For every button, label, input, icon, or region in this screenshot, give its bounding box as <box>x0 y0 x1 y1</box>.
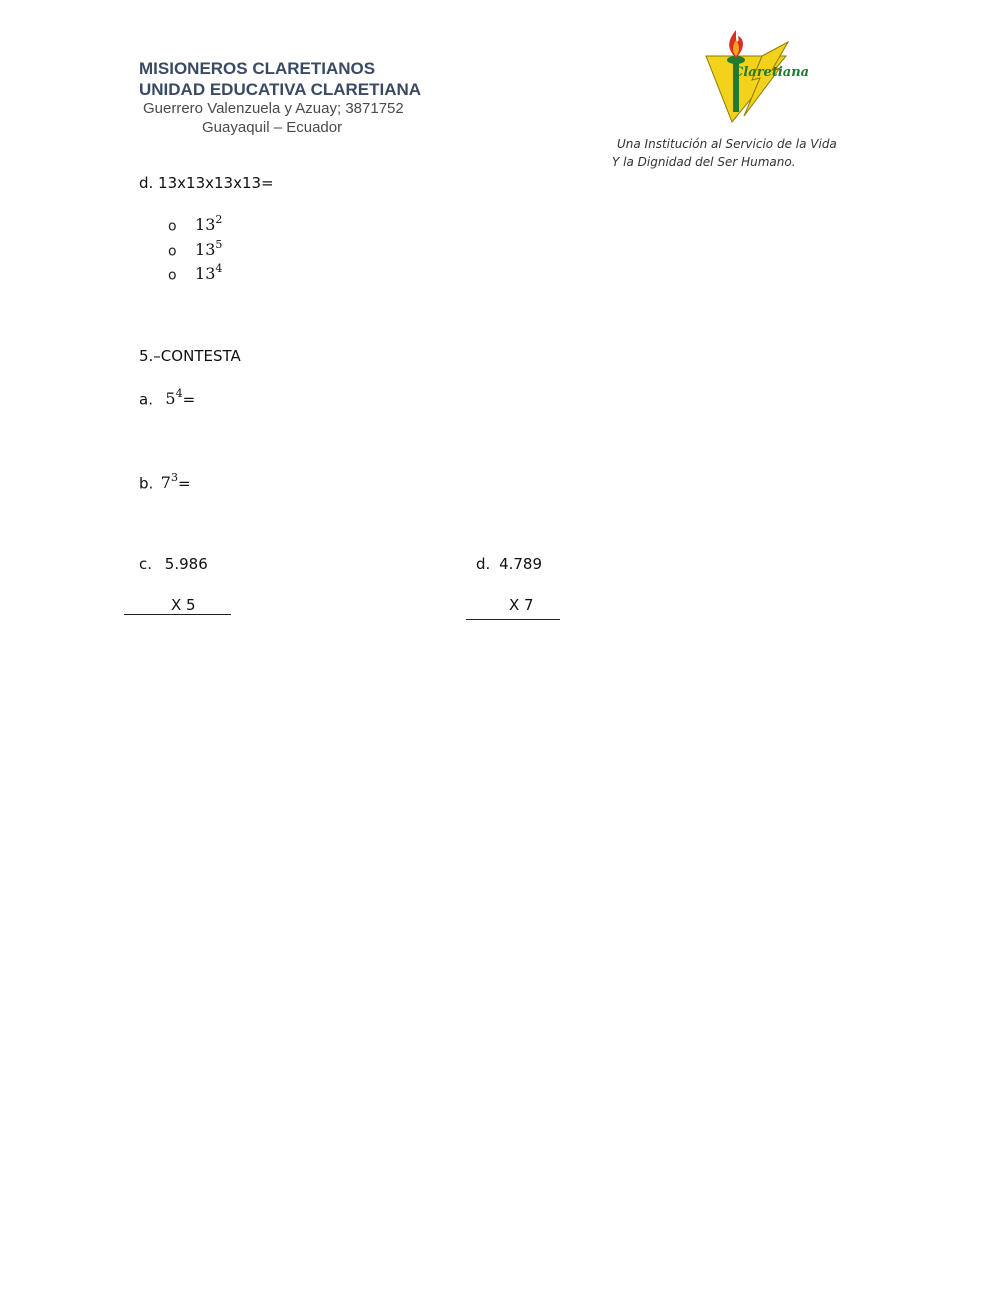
school-order-name: MISIONEROS CLARETIANOS <box>139 59 376 78</box>
school-address: Guerrero Valenzuela y Azuay; 3871752 <box>143 100 404 117</box>
option-exponent: 5 <box>215 238 223 251</box>
item-b-equals: = <box>177 474 191 493</box>
item-a <box>139 388 195 409</box>
item-b-base: 7 <box>160 473 171 493</box>
option-base: 13 <box>195 215 216 235</box>
motto-line-2: Y la Dignidad del Ser Humano. <box>612 155 796 169</box>
item-a-label: a. <box>139 390 153 409</box>
claretiana-logo-icon <box>700 26 810 126</box>
item-a-base: 5 <box>165 389 176 409</box>
item-d-multiplier: X 7 <box>509 596 534 614</box>
question-d-prompt: d. 13x13x13x13= <box>139 174 274 192</box>
motto-line-1: Una Institución al Servicio de la Vida <box>617 137 837 151</box>
item-d-label: d. <box>476 555 491 573</box>
option-exponent: 4 <box>215 262 223 275</box>
item-b-label: b. <box>139 474 154 493</box>
item-d <box>476 555 542 573</box>
option-base: 13 <box>195 264 216 284</box>
section-5-title: 5.–CONTESTA <box>139 347 241 365</box>
logo-text: Claretiana <box>733 65 810 80</box>
option-3 <box>168 263 222 284</box>
item-c-number: 5.986 <box>164 555 208 573</box>
item-b-exponent: 3 <box>170 471 178 484</box>
option-exponent: 2 <box>215 213 223 226</box>
item-a-equals: = <box>182 390 196 409</box>
item-d-number: 4.789 <box>499 555 543 573</box>
item-c-label: c. <box>139 555 153 573</box>
radio-bullet-icon: o <box>168 218 177 235</box>
item-c-multiplier: X 5 <box>171 596 196 614</box>
item-d-answer-line <box>466 619 560 620</box>
option-base: 13 <box>195 240 216 260</box>
item-a-exponent: 4 <box>175 387 183 400</box>
school-city: Guayaquil – Ecuador <box>202 119 343 136</box>
item-b <box>139 472 191 493</box>
school-name: UNIDAD EDUCATIVA CLARETIANA <box>139 80 422 99</box>
option-2 <box>168 239 222 260</box>
item-c <box>139 555 208 573</box>
radio-bullet-icon: o <box>168 267 177 284</box>
item-c-answer-line <box>124 614 231 615</box>
radio-bullet-icon: o <box>168 243 177 260</box>
option-1 <box>168 214 222 235</box>
